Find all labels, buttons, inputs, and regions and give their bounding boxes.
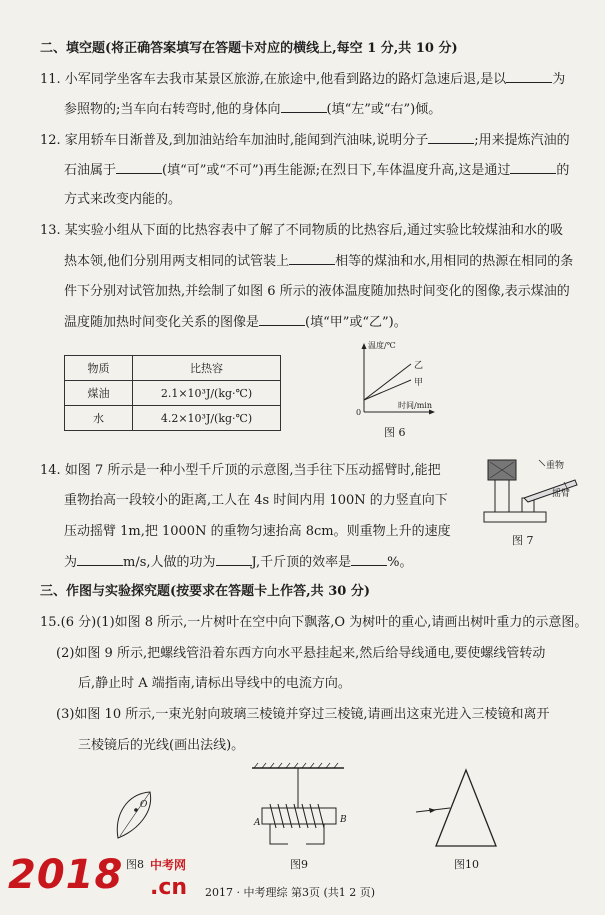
q13-line4: 温度随加热时间变化关系的图像是 (填“甲”或“乙”)。 [64,315,407,330]
ray-arrow-icon [429,808,436,813]
q15-line2: (2)如图 9 所示,把螺线管沿着东西方向水平悬挂起来,然后给导线通电,要使螺线管转动 [56,646,546,661]
q15-line5: 三棱镜后的光线(画出法线)。 [78,738,245,753]
table-row [65,406,281,431]
answer-blank[interactable] [116,161,162,174]
table-cell: 水 [65,406,133,431]
answer-blank[interactable] [506,70,552,83]
figure9-solenoid [248,762,348,852]
table-cell: 4.2×10³J/(kg·℃) [133,406,281,431]
prism-triangle [436,770,496,846]
watermark-site-name: 中考网 [150,858,187,872]
fig7-caption: 图 7 [512,534,534,547]
fig9-label-a: A [254,818,261,828]
q13-line3: 件下分别对试管加热,并绘制了如图 6 所示的液体温度随加热时间变化的图像,表示煤油的 [64,284,570,299]
center-of-gravity-dot [134,808,138,812]
answer-blank[interactable] [510,161,556,174]
fig6-origin: 0 [356,408,362,417]
q12-line1: 12. 家用轿车日渐普及,到加油站给车加油时,能闻到汽油味,说明分子 ;用来提炼汽油的 [40,133,570,148]
fig9-label-b: B [340,815,347,825]
page-footer: 2017 · 中考理综 第3页 (共1 2 页) [205,886,376,899]
q14-line3: 压动摇臂 1m,把 1000N 的重物匀速抬高 8cm。则重物上升的速度 [64,524,451,539]
fig9-caption: 图9 [290,858,308,871]
y-axis-arrow-icon [362,343,367,349]
answer-blank[interactable] [77,553,123,566]
fig6-caption: 图 6 [384,426,406,439]
q13-line2: 热本领,他们分别用两支相同的试管装上 相等的煤油和水,用相同的热源在相同的条 [64,254,574,269]
fig6-line-label-jia: 甲 [414,378,424,388]
leaf-vein [120,792,150,836]
answer-blank[interactable] [428,131,474,144]
q12-line3: 方式来改变内能的。 [64,192,182,207]
q12-line2: 石油属于 (填“可”或“不可”)再生能源;在烈日下,车体温度升高,这是通过 的 [64,163,570,178]
fig8-label-o: O [140,800,148,810]
q14-line2: 重物抬高一段较小的距离,工人在 4s 时间内用 100N 的力竖直向下 [64,493,448,508]
answer-blank[interactable] [351,553,387,566]
q15-line4: (3)如图 10 所示,一束光射向玻璃三棱镜并穿过三棱镜,请画出这束光进入三棱镜和离开 [56,707,550,722]
q13-line1: 13. 某实验小组从下面的比热容表中了解了不同物质的比热容后,通过实验比较煤油和水的吸 [40,223,563,238]
line-jia [364,380,411,400]
figure10-prism [410,766,510,856]
line-yi [364,364,411,400]
fig10-caption: 图10 [454,858,479,871]
answer-blank[interactable] [216,553,252,566]
jack-base [484,512,546,522]
fig7-label-weight: 重物 [546,461,565,471]
table-cell: 煤油 [65,381,133,406]
q15-line1: 15.(6 分)(1)如图 8 所示,一片树叶在空中向下飘落,O 为树叶的重心,请画出树叶重力的示意图。 [40,615,588,630]
q14-line1: 14. 如图 7 所示是一种小型千斤顶的示意图,当手往下压动摇臂时,能把 [40,463,441,478]
jack-cylinder [495,480,509,512]
fig7-label-lever: 摇臂 [552,489,571,499]
specific-heat-table [64,355,281,431]
table-cell: 2.1×10³J/(kg·℃) [133,381,281,406]
lead-wire-right [306,824,324,844]
lead-wire-left [270,824,288,844]
table-cell: 物质 [65,356,133,381]
section2-heading: 二、填空题(将正确答案填写在答题卡对应的横线上,每空 1 分,共 10 分) [40,41,458,56]
q11-line2: 参照物的;当车向右转弯时,他的身体向 (填“左”或“右”)倾。 [64,102,442,117]
q11-line1: 11. 小军同学坐客车去我市某景区旅游,在旅途中,他看到路边的路灯急速后退,是以 为 [40,72,566,87]
fig6-ylabel: 温度/℃ [368,341,396,350]
answer-blank[interactable] [259,313,305,326]
q15-line3: 后,静止时 A 端指南,请标出导线中的电流方向。 [78,676,351,691]
fig6-xlabel: 时间/min [398,401,432,410]
figure7-jack [480,458,590,528]
section3-heading: 三、作图与实验探究题(按要求在答题卡上作答,共 30 分) [40,584,370,599]
answer-blank[interactable] [281,100,327,113]
watermark-site [150,856,187,900]
answer-blank[interactable] [289,252,335,265]
figure8-leaf [108,786,168,846]
watermark-tld: .cn [150,875,188,900]
q14-line4: 为 m/s,人做的功为 J,千斤顶的效率是 %。 [64,555,413,570]
watermark-logo: 2018 [8,852,124,898]
table-header-row [65,356,281,381]
table-row [65,381,281,406]
fig6-line-label-yi: 乙 [414,361,424,371]
fig8-caption: 图8 [126,858,144,871]
table-cell: 比热容 [133,356,281,381]
